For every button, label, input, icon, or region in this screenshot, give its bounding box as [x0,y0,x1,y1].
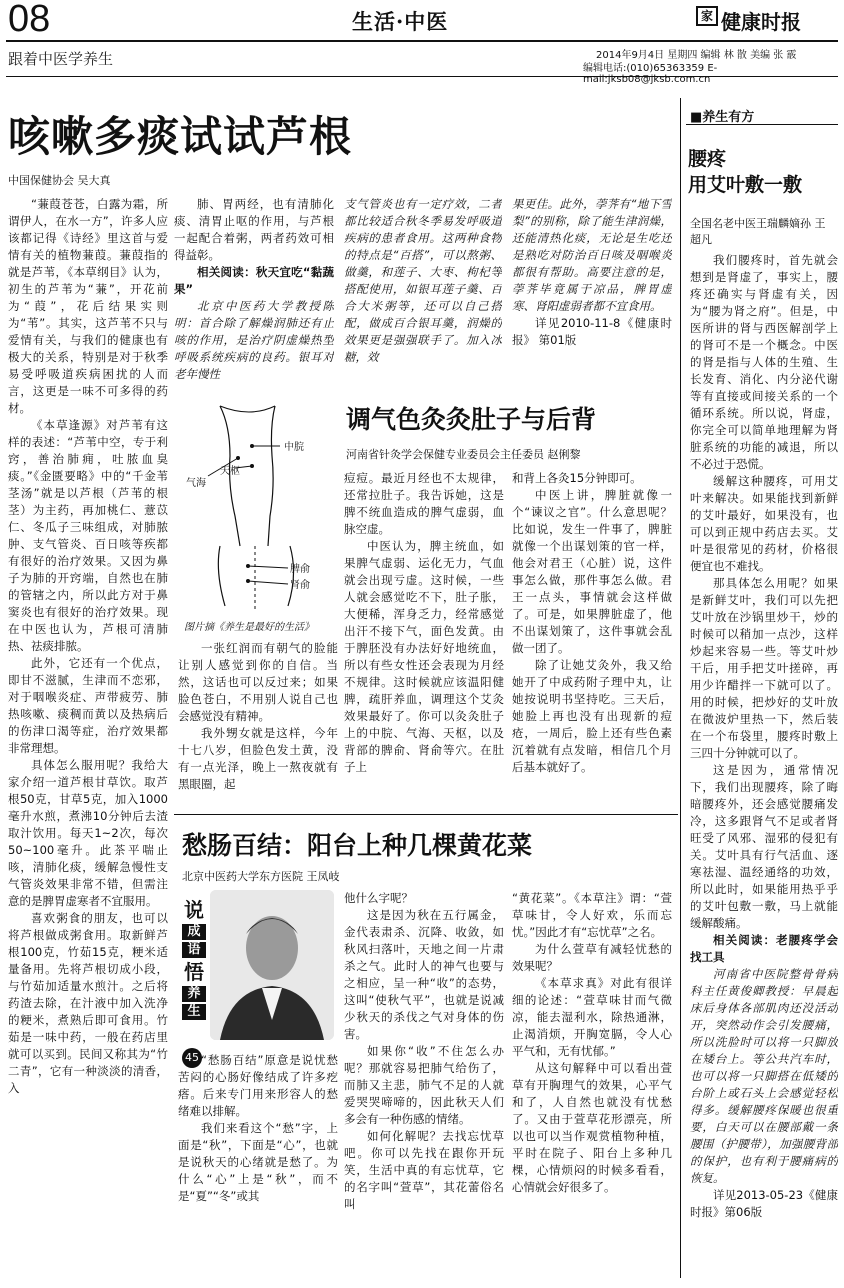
header-rule [6,40,838,42]
sidebar-body: 我们腰疼时，首先就会想到是肾虚了，事实上，腰疼还确实与肾虚有关，因为“腰为肾之府”。但是，中医所讲的肾与西医解剖学上的肾可不是一个概念。中医的肾是指与人体的生殖、生长发育、消化、内分泌代谢等有直接或间接关系的一个循环系统。所以说，肾虚，你完全可以简单地理解为肾脏系统的功能的减退，所以不必过于恐慌。 缓解这种腰疼，可用艾叶来解决。如果能找到新鲜的艾叶最好，如果没有，也可以到正规中药店去买。艾叶是很常见的药材，价格很便宜也不难找。 那具体怎么用呢？如果是新鲜艾叶，我们可以先把艾叶放在沙锅里炒干，炒的时候可以稍加一点沙，这样炒起来容易一些。等艾叶炒干后，用手把艾叶搓碎，再用少许醋拌一下就可以了。用的时候，把炒好的艾叶放在微波炉里热一下，然后装在一个布袋里，腰疼时敷上三四十分钟就可以了。 这是因为，通常情况下，我们出现腰疼，除了晦暗腰疼外，还会感觉腰痛发冷，这多跟肾气不足或者肾旺受了风邪、湿邪的侵犯有关。艾叶具有行气活血、逐寒祛湿、温经通络的功效，所以此时，如果能用热乎乎的艾叶包敷一敷，马上就能缓解酸痛。 相关阅读：老腰疼学会找工具 河南省中医院整骨骨病科主任黄俊卿教授：早晨起床后身体各部肌肉还没活动开，突然动作会引发腰痛，所以洗脸时可以将一只脚放在矮台上。等公共汽车时，也可以将一只脚搭在低矮的台阶上或石头上会感觉轻松得多。缓解腰疼保暖也很重要，白天可以在腰部戴一条腰围（护腰带），加强腰背部的保护，也有利于腰痛病的恢复。 详见2013-05-23《健康时报》第06版 [690,253,838,1219]
article3-byline: 北京中医药大学东方医院 王凤岐 [182,870,340,883]
sidebar-byline: 全国名老中医王瑞麟嫡孙 王超凡 [690,217,826,246]
logo-text: 健康时报 [721,10,801,34]
article1-related-label: 相关阅读：秋天宜吃“黏蔬果” [174,265,334,296]
article2-title: 调气色灸灸肚子与后背 [346,405,597,434]
article2-column1: 一张红润而有朝气的脸能让别人感觉到你的自信。当然，这话也可以反过来；如果脸色苍白，不用别人说自己也会感觉没有精神。 我外甥女就是这样，今年十七八岁，但脸色发土黄，没有一点光泽，晚上一熬夜就有黑眼圈，起 [178,641,338,791]
article3-column2: 他什么字呢？ 这是因为秋在五行属金，金代表肃杀、沉降、收敛，如秋风扫落叶，天地之间一片肃杀之气。此时人的神气也要与之相应，呈一种“收”的态势，这叫“使秋气平”，也就是说减少秋天的杀伐之气对身体的伤害。 如果你“收”不住怎么办呢？那就容易把肺气给伤了，而肺又主悲，肺气不足的人就爱哭哭啼啼的，因此秋天人们多会有一种伤感的情绪。 如何化解呢？去找忘忧草吧。你可以先找在跟你开玩笑，生活中真的有忘忧草，它的名字叫“萱草”，其花蕾俗名叫 [344,891,504,1211]
label-zhongwan: 中脘 [284,442,304,453]
page-number: 08 [8,0,51,40]
article1-column1: “蒹葭苍苍，白露为霜，所谓伊人，在水一方”，许多人应该都记得《诗经》里这首与爱情有关的植物蒹葭。蒹葭指的就是芦苇，《本草纲目》认为，初生的芦苇为“蒹”，开花前为“葭”，花后结果实则为“苇”。其实，这芦苇不只与爱情有关，与我们的健康也有极大的关系，特别是对于秋季易受呼吸道疾病困扰的人而言，这更是一味不可多得的药材。 《本草逢源》对芦苇有这样的表述：“芦苇中空，专于利窍，善治肺痈，吐脓血臭痰。”《金匮要略》中的“千金苇茎汤”就是以芦根（芦苇的根茎）为主药，再加桃仁、薏苡仁、冬瓜子三味组成，对肺脓肿、支气管炎、百日咳等疾都有很好的治疗效果。又因为鼻子为肺的开窍端，自然也在肺的管辖之内，所以此方对于鼻窦炎也有很好的治疗效果。现在中医也认为，芦根可清肺热、祛痰排脓。 此外，它还有一个优点，即甘不滋腻，生津而不恋邪，对于咽喉炎症、声带疲劳、肺热咳嗽、痰稠而黄以及热病后的伤津口渴等症，治疗效果都非常理想。 具体怎么服用呢？我给大家介绍一道芦根甘草饮。取芦根50克，甘草5克，加入1000毫升水煎，煮沸10分钟后去渣取汁饮用。每天1~2次，每次50~100毫升。此茶平喘止咳，清肺化痰，缓解急慢性支气管炎效果非常不错，但需注意的是脾胃虚寒者不宜服用。 喜欢粥食的朋友，也可以将芦根做成粥食用。取新鲜芦根100克，竹茹15克，粳米适量备用。先将芦根切成小段，与竹茹加适量水煎汁。之后将药渣去除，在汁液中加入洗净的粳米，煮熟后即可食用。竹茹是一味中药，一般在药店里就可以买到。民间又称其为“竹二青”，它有一种淡淡的清香，入 [8,197,168,1095]
sidebar-divider [680,98,681,1278]
article2-byline: 河南省针灸学会保健专业委员会主任委员 赵俐黎 [346,448,581,461]
acupoint-diagram [180,396,340,616]
label-shenshu: 肾俞 [290,580,310,591]
column-number-badge: 45 [182,1048,202,1068]
article2-column2: 痘痘。最近月经也不太规律，还常拉肚子。我告诉她，这是脾不统血造成的脾气虚弱，血脉空虚。 中医认为，脾主统血，如果脾气虚弱、运化无力，气血就会出现亏虚。这时候，一些人就会感觉吃不下，肚子胀，大便稀，浑身乏力，经常感觉出汗不接下气，面色发黄。由于脾胚没有办法好好地统血，所以有些女性还会表现为月经不规律。这时候就应该温阳健脾，疏肝养血，调理这个艾灸效果最好了。你可以灸灸肚子上的中脘、气海、天枢，以及背部的脾俞、肾俞等穴。在肚子上 [344,471,504,774]
sidebar-source: 详见2013-05-23《健康时报》第06版 [690,1188,838,1219]
label-tianshu: 天枢 [220,466,240,477]
sidebar-related-label: 相关阅读：老腰疼学会找工具 [690,933,838,964]
author-photo [210,890,334,1040]
header-rule-bottom [6,76,838,77]
label-qihai: 气海 [186,478,206,489]
label-pishu: 脾俞 [290,564,310,575]
article3-title: 愁肠百结：阳台上种几棵黄花菜 [182,831,533,860]
page-kicker: 跟着中医学养生 [8,50,114,68]
author-portrait-icon [210,890,334,1040]
sidebar-related-text: 河南省中医院整骨骨病科主任黄俊卿教授：早晨起床后身体各部肌肉还没活动开，突然动作会引发腰痛，所以洗脸时可以将一只脚放在矮台上。等公共汽车时，也可以将一只脚搭在低矮的台阶上或石头上会感觉轻松得多。缓解腰疼保暖也很重要，白天可以在腰部戴一条腰围（护腰带），加强腰背部的保护，也有利于腰痛病的恢复。 [690,967,838,1185]
acupoint-figure [180,396,340,636]
contact-meta: 编辑电话:(010)65363359 E-mail:jksb08@jksb.com.cn [583,63,718,85]
article3-rule [174,814,678,815]
article1-source: 详见2010-11-8《健康时报》 第01版 [512,316,672,347]
sidebar-title: 腰疼 用艾叶敷一敷 [688,148,803,196]
article3-column1: “愁肠百结”原意是说忧愁苦闷的心肠好像结成了许多疙瘩。后来专门用来形容人的愁绪难以排解。 我们来看这个“愁”字，上面是“秋”，下面是“心”，也就是说秋天的心绪就是愁了。为什么“心”上是“秋”，而不是“夏”“冬”或其 [178,1053,338,1203]
article1-byline: 中国保健协会 吴大真 [8,174,111,187]
article1-column2: 肺、胃两经，也有清肺化痰、清胃止呕的作用，与芦根一起配合着粥，两者药效可相得益彰。 相关阅读：秋天宜吃“黏蔬果” 北京中医药大学教授陈明：首合除了解燥润肺还有止咳的作用，是治疗阴虚燥热型呼吸系统疾病的良药。银耳对老年慢性 [174,197,334,381]
logo-mark-icon: 家 [696,6,718,26]
section-title: 生活·中医 [352,9,449,34]
article1-column4: 果更佳。此外，荸荠有“地下雪梨”的别称，除了能生津润燥，还能清热化痰，无论是生吃还是熟吃对防治百日咳及咽喉炎都很有帮助。高要注意的是，荸荠毕竟属于凉品，脾胃虚寒、肾阳虚弱者都不宜食用。 详见2010-11-8《健康时报》 第01版 [512,197,672,347]
figure-caption: 图片摘《养生是最好的生活》 [184,622,314,633]
masthead-logo [696,6,801,35]
edition-meta: 2014年9月4日 星期四 编辑 林 散 美编 张 霰 [596,50,797,61]
sidebar-rule [686,124,838,125]
column-seal: 说 成 语 悟 养 生 [184,898,204,1019]
article3-column3: “黄花菜”。《本草注》谓：“萱草味甘，令人好欢，乐而忘忧。”因此才有“忘忧草”之名。 为什么萱草有减轻忧愁的效果呢？ 《本草求真》对此有很详细的论述：“萱草味甘而气微凉，能去湿利水，除热通淋，止渴消烦，开胸宽膈，令人心平气和，无有忧郁。” 从这句解释中可以看出萱草有开胸理气的效果，心平气和了，人自然也就没有忧愁了。又由于萱草花形漂亮，所以也可以当作观赏植物种植，平时在院子、阳台上多种几棵，心情烦闷的时候多看看，心情就会好很多了。 [512,891,672,1194]
article1-column3: 支气管炎也有一定疗效，二者都比较适合秋冬季易发呼吸道疾病的患者食用。这两种食物的特点是“百搭”，可以熬粥、做羹，和莲子、大枣、枸杞等搭配使用，如银耳莲子羹、百合大米粥等，还可以自己搭配，做成百合银耳羹，润燥的效果更是强强联手了。加入冰糖，效 [344,197,502,364]
article1-title: 咳嗽多痰试试芦根 [8,112,353,161]
article1-related-text: 北京中医药大学教授陈明：首合除了解燥润肺还有止咳的作用，是治疗阴虚燥热型呼吸系统疾病的良药。银耳对老年慢性 [174,299,334,381]
sidebar-label: ■养生有方 [690,110,755,125]
article2-column3: 和背上各灸15分钟即可。 中医上讲，脾脏就像一个“谏议之官”。什么意思呢？比如说，发生一件事了，脾脏就像一个出谋划策的官一样，他会对君王（心脏）说，这件事怎么做，那件事怎么做。君王一点头，事情就会这样做了。可是，如果脾脏虚了，他不出谋划策了，这件事就会乱做一团了。 除了让她艾灸外，我又给她开了中成药附子理中丸，让她按说明书坚持吃。三天后，她脸上再也没有出现新的痘疮，一周后，脸上还有些色素沉着就有点发暗，相信几个月后基本就好了。 [512,471,672,774]
